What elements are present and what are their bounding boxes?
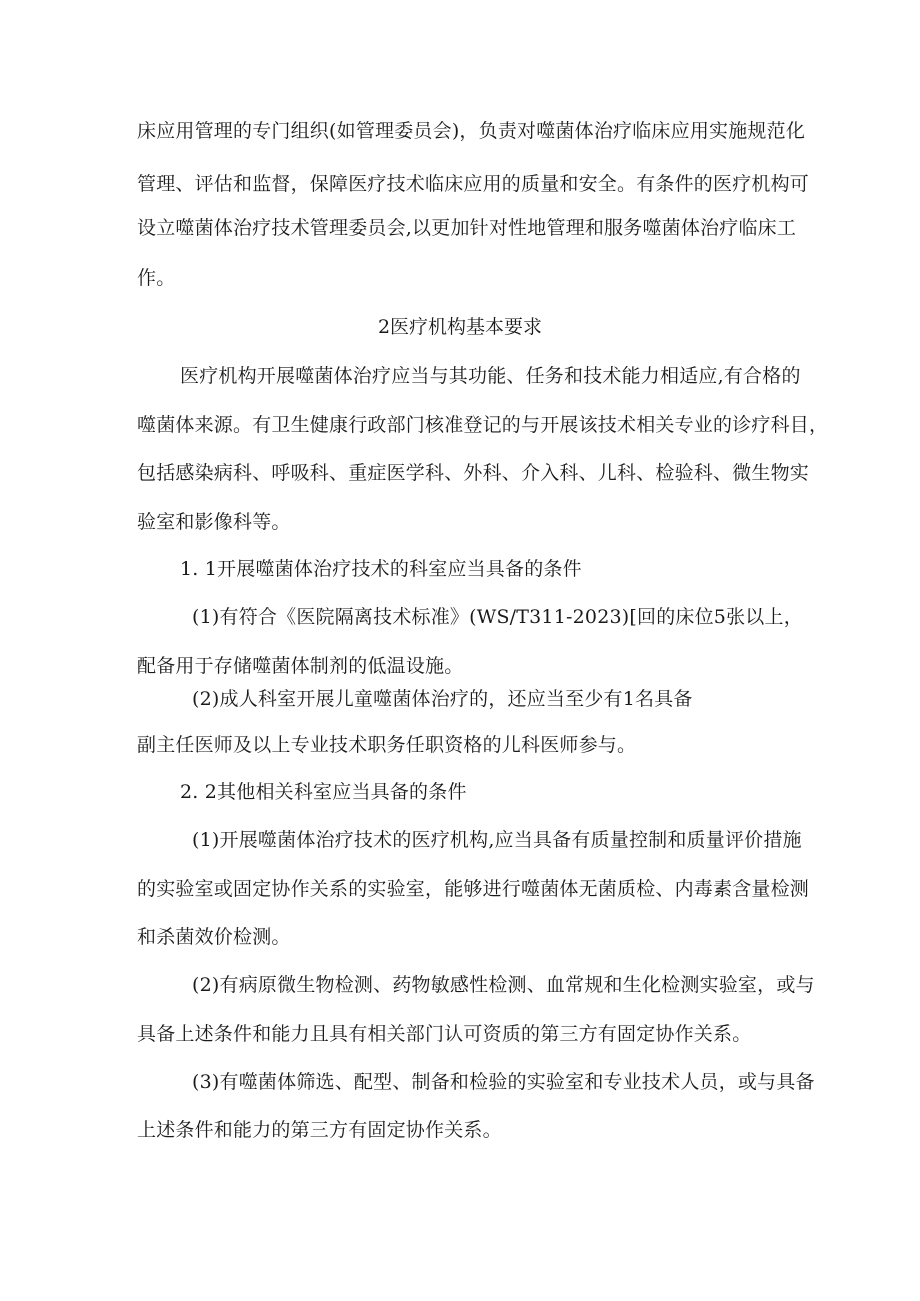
subsection-2-heading: 2. 2其他相关科室应当具备的条件 <box>180 781 467 803</box>
sub2-item1-line-1: (1)开展噬菌体治疗技术的医疗机构,应当具备有质量控制和质量评价措施 <box>192 829 802 851</box>
intro-line-3: 设立噬菌体治疗技术管理委员会,以更加针对性地管理和服务噬菌体治疗临床工 <box>137 217 797 239</box>
section2-line-3: 包括感染病科、呼吸科、重症医学科、外科、介入科、儿科、检验科、微生物实 <box>137 462 810 484</box>
intro-line-2: 管理、评估和监督，保障医疗技术临床应用的质量和安全。有条件的医疗机构可 <box>137 173 810 195</box>
subsection-1-heading: 1. 1开展噬菌体治疗技术的科室应当具备的条件 <box>180 558 582 580</box>
sub2-item3-line-1: (3)有噬菌体筛选、配型、制备和检验的实验室和专业技术人员，或与具备 <box>192 1071 815 1093</box>
sub1-item1-line-2: 配备用于存储噬菌体制剂的低温设施。 <box>137 655 464 677</box>
sub2-item1-line-2: 的实验室或固定协作关系的实验室，能够进行噬菌体无菌质检、内毒素含量检测 <box>137 878 810 900</box>
sub2-item3-line-2: 上述条件和能力的第三方有固定协作关系。 <box>137 1119 502 1141</box>
sub2-item2-line-1: (2)有病原微生物检测、药物敏感性检测、血常规和生化检测实验室，或与 <box>192 974 815 996</box>
section2-line-2: 噬菌体来源。有卫生健康行政部门核准登记的与开展该技术相关专业的诊疗科目， <box>137 414 829 436</box>
section2-line-1: 医疗机构开展噬菌体治疗应当与其功能、任务和技术能力相适应,有合格的 <box>180 365 801 387</box>
intro-line-1: 床应用管理的专门组织(如管理委员会)，负责对噬菌体治疗临床应用实施规范化 <box>137 120 806 142</box>
section2-line-4: 验室和影像科等。 <box>137 511 291 533</box>
sub1-item1-line-1: (1)有符合《医院隔离技术标准》(WS/T311-2023)[回的床位5张以上， <box>192 606 803 628</box>
intro-line-4: 作。 <box>137 267 176 289</box>
section-heading: 2医疗机构基本要求 <box>377 316 543 338</box>
sub2-item1-line-3: 和杀菌效价检测。 <box>137 926 291 948</box>
sub2-item2-line-2: 具备上述条件和能力且具有相关部门认可资质的第三方有固定协作关系。 <box>137 1023 752 1045</box>
sub1-item2-line-1: (2)成人科室开展儿童噬菌体治疗的，还应当至少有1名具备 <box>192 688 693 710</box>
sub1-item2-line-2: 副主任医师及以上专业技术职务任职资格的儿科医师参与。 <box>137 734 637 756</box>
